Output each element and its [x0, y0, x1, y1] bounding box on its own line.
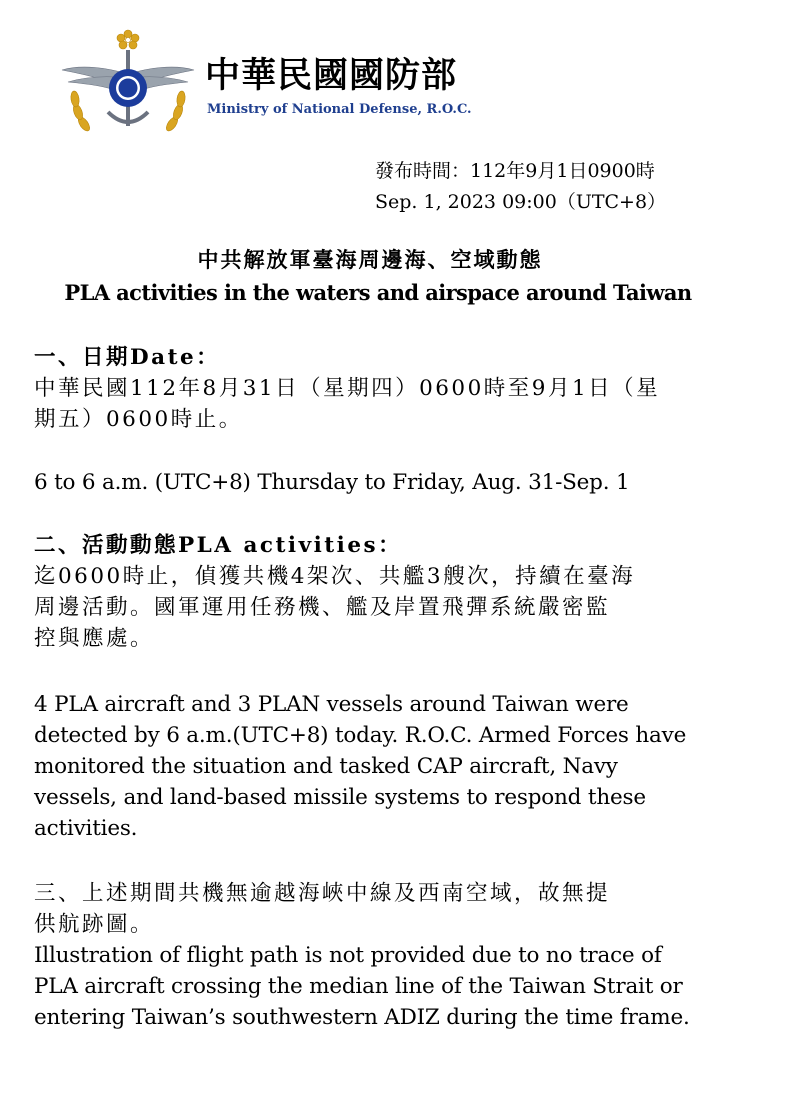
page-title-en: PLA activities in the waters and airspace around Taiwan: [64, 280, 692, 305]
section-activities-en: [34, 689, 759, 844]
section-activities-en-line: vessels, and land-based missile systems to respond these: [34, 785, 646, 810]
release-time: [375, 156, 666, 218]
org-name-en: Ministry of National Defense, R.O.C.: [207, 102, 472, 117]
release-time-en: Sep. 1, 2023 09:00（UTC+8）: [375, 191, 667, 213]
page-title-zh: 中共解放軍臺海周邊海、空域動態: [197, 248, 543, 272]
section-activities-en-line: detected by 6 a.m.(UTC+8) today. R.O.C. Armed Forces have: [34, 723, 687, 748]
section-date-zh-line: 中華民國112年8月31日（星期四）0600時至9月1日（星: [34, 376, 661, 401]
section-activities-zh-line: 控與應處。: [34, 626, 155, 651]
section-flight-path-en-line: Illustration of flight path is not provided due to no trace of: [34, 943, 662, 968]
anchor-icon: [108, 112, 148, 126]
section-activities: [34, 530, 759, 654]
org-name-zh: 中華民國國防部: [205, 56, 458, 96]
section-date: [34, 342, 759, 435]
section-date-heading: 一、日期Date：: [34, 345, 221, 370]
section-date-en: 6 to 6 a.m. (UTC+8) Thursday to Friday, Aug. 31-Sep. 1: [34, 470, 630, 495]
section-flight-path: [34, 878, 759, 1033]
section-date-zh-line: 期五）0600時止。: [34, 407, 243, 432]
section-flight-path-en-line: PLA aircraft crossing the median line of the Taiwan Strait or: [34, 974, 683, 999]
section-activities-en-line: activities.: [34, 816, 138, 841]
section-activities-en-line: monitored the situation and tasked CAP aircraft, Navy: [34, 754, 618, 779]
sun-emblem-icon: [109, 69, 147, 107]
plum-blossom-icon: [117, 30, 139, 49]
section-flight-path-zh-line: 三、上述期間共機無逾越海峽中線及西南空域，故無提: [34, 881, 611, 906]
section-activities-zh-line: 周邊活動。國軍運用任務機、艦及岸置飛彈系統嚴密監: [34, 595, 611, 620]
section-activities-zh-line: 迄0600時止，偵獲共機4架次、共艦3艘次，持續在臺海: [34, 564, 636, 589]
release-time-zh: 發布時間：112年9月1日0900時: [375, 160, 655, 182]
ministry-emblem: [58, 28, 198, 140]
section-flight-path-zh-line: 供航跡圖。: [34, 912, 155, 937]
section-activities-en-line: 4 PLA aircraft and 3 PLAN vessels around Taiwan were: [34, 692, 629, 717]
section-flight-path-en-line: entering Taiwan’s southwestern ADIZ during the time frame.: [34, 1005, 690, 1030]
section-activities-heading: 二、活動動態PLA activities：: [34, 533, 403, 558]
